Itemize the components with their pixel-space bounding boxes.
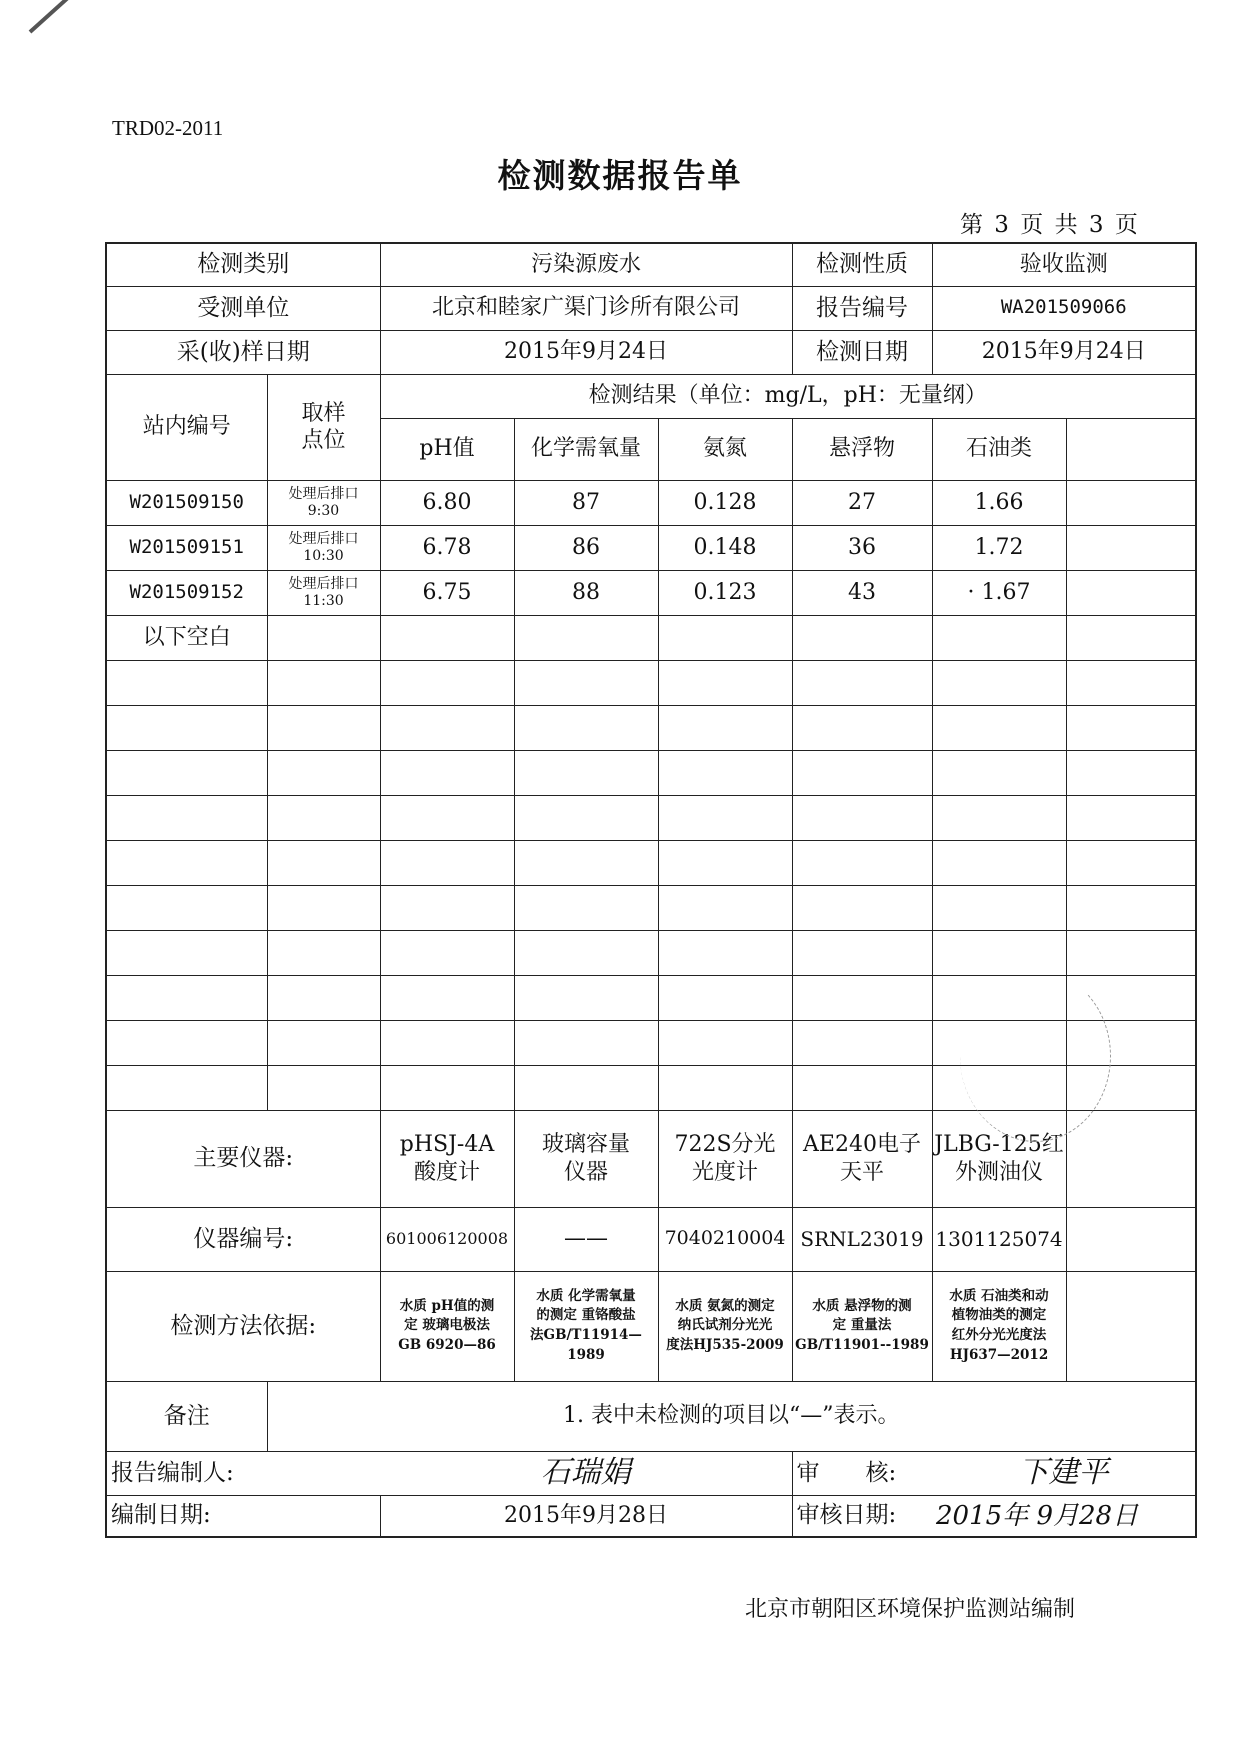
instrument-item: pHSJ-4A 酸度计	[380, 1110, 514, 1207]
reviewer-signature: 下建平	[932, 1451, 1196, 1495]
test-date-value: 2015年9月24日	[932, 330, 1196, 374]
col-empty	[1066, 418, 1196, 480]
empty-cell	[932, 615, 1066, 660]
point-time: 9:30	[307, 502, 340, 519]
review-date-label: 审核日期:	[792, 1495, 932, 1537]
empty-cell	[932, 705, 1066, 750]
nature-value: 验收监测	[932, 243, 1196, 286]
point-header: 取样 点位	[267, 374, 380, 480]
empty-cell	[1066, 750, 1196, 795]
empty-cell	[106, 1065, 267, 1110]
empty-cell	[380, 885, 514, 930]
empty-cell	[792, 885, 932, 930]
report-no-value: WA201509066	[932, 286, 1196, 330]
empty-cell	[267, 1020, 380, 1065]
test-date-label: 检测日期	[792, 330, 932, 374]
empty-cell	[380, 840, 514, 885]
empty-cell	[792, 930, 932, 975]
empty-cell	[267, 660, 380, 705]
empty-cell	[380, 750, 514, 795]
empty-cell	[658, 930, 792, 975]
remarks-label: 备注	[106, 1381, 267, 1451]
empty-cell	[792, 705, 932, 750]
empty-cell	[514, 795, 658, 840]
preparer-signature: 石瑞娟	[380, 1451, 792, 1495]
category-value: 污染源废水	[380, 243, 792, 286]
sample-point	[267, 570, 380, 615]
empty-cell	[514, 930, 658, 975]
empty-cell	[106, 1020, 267, 1065]
method-basis: 水质 石油类和动 植物油类的测定 红外分光光度法 HJ637—2012	[932, 1271, 1066, 1381]
instrument-number: 601006120008	[380, 1207, 514, 1271]
empty-row	[106, 930, 1196, 975]
station-id: W201509152	[106, 570, 267, 615]
empty-cell	[1066, 1110, 1196, 1207]
point-time: 11:30	[303, 592, 344, 609]
empty-cell	[658, 1020, 792, 1065]
instrument-no-label: 仪器编号:	[106, 1207, 380, 1271]
sample-point	[267, 525, 380, 570]
value-cod: 87	[514, 480, 658, 525]
station-id: W201509151	[106, 525, 267, 570]
empty-cell	[792, 615, 932, 660]
value-ss: 27	[792, 480, 932, 525]
report-no-label: 报告编号	[792, 286, 932, 330]
stamp-mark	[960, 970, 1111, 1142]
value-ph: 6.80	[380, 480, 514, 525]
empty-cell	[380, 795, 514, 840]
col-ph: pH值	[380, 418, 514, 480]
value-ss: 36	[792, 525, 932, 570]
empty-cell	[1066, 1271, 1196, 1381]
empty-cell	[514, 705, 658, 750]
empty-cell	[267, 975, 380, 1020]
unit-label: 受测单位	[106, 286, 380, 330]
empty-cell	[658, 975, 792, 1020]
method-basis: 水质 pH值的测 定 玻璃电极法 GB 6920—86	[380, 1271, 514, 1381]
empty-cell	[106, 885, 267, 930]
empty-cell	[658, 615, 792, 660]
page-title: 检测数据报告单	[497, 156, 743, 195]
instrument-number: ——	[514, 1207, 658, 1271]
empty-cell	[792, 1065, 932, 1110]
results-group-header: 检测结果（单位：mg/L，pH：无量纲）	[380, 374, 1196, 418]
empty-cell	[267, 930, 380, 975]
empty-cell	[792, 840, 932, 885]
empty-row	[106, 795, 1196, 840]
empty-cell	[658, 705, 792, 750]
table-row	[106, 615, 1196, 660]
empty-cell	[380, 660, 514, 705]
method-basis: 水质 化学需氧量 的测定 重铬酸盐 法GB/T11914— 1989	[514, 1271, 658, 1381]
empty-cell	[658, 1065, 792, 1110]
empty-cell	[932, 750, 1066, 795]
value-oil: · 1.67	[932, 570, 1066, 615]
instrument-item: JLBG-125红 外测油仪	[932, 1110, 1066, 1207]
empty-cell	[267, 1065, 380, 1110]
value-empty	[1066, 525, 1196, 570]
unit-value: 北京和睦家广渠门诊所有限公司	[380, 286, 792, 330]
value-ammonia: 0.123	[658, 570, 792, 615]
empty-cell	[1066, 660, 1196, 705]
empty-cell	[792, 1020, 932, 1065]
report-table	[105, 242, 1197, 1538]
instrument-item: AE240电子 天平	[792, 1110, 932, 1207]
issuer-footer: 北京市朝阳区环境保护监测站编制	[745, 1597, 1076, 1622]
prep-date-label: 编制日期:	[106, 1495, 380, 1537]
empty-cell	[792, 975, 932, 1020]
empty-cell	[514, 750, 658, 795]
empty-cell	[792, 750, 932, 795]
instruments-label: 主要仪器:	[106, 1110, 380, 1207]
prep-date-value: 2015年9月28日	[380, 1495, 792, 1537]
col-ss: 悬浮物	[792, 418, 932, 480]
instrument-item: 玻璃容量 仪器	[514, 1110, 658, 1207]
empty-row	[106, 885, 1196, 930]
method-basis: 水质 悬浮物的测 定 重量法 GB/T11901--1989	[792, 1271, 932, 1381]
empty-cell	[380, 975, 514, 1020]
point-name: 处理后排口	[288, 575, 359, 592]
station-id: W201509150	[106, 480, 267, 525]
empty-cell	[932, 840, 1066, 885]
empty-cell	[267, 795, 380, 840]
col-cod: 化学需氧量	[514, 418, 658, 480]
empty-cell	[1066, 615, 1196, 660]
instrument-number: SRNL23019	[792, 1207, 932, 1271]
empty-cell	[106, 705, 267, 750]
empty-cell	[514, 1020, 658, 1065]
empty-cell	[1066, 840, 1196, 885]
point-name: 处理后排口	[288, 530, 359, 547]
empty-cell	[932, 885, 1066, 930]
instrument-number: 7040210004	[658, 1207, 792, 1271]
empty-cell	[514, 660, 658, 705]
empty-cell	[380, 1065, 514, 1110]
point-time: 10:30	[303, 547, 344, 564]
value-cod: 88	[514, 570, 658, 615]
empty-cell	[380, 930, 514, 975]
empty-cell	[267, 615, 380, 660]
empty-cell	[106, 750, 267, 795]
empty-cell	[106, 795, 267, 840]
instrument-item: 722S分光 光度计	[658, 1110, 792, 1207]
empty-cell	[514, 975, 658, 1020]
empty-cell	[932, 930, 1066, 975]
empty-cell	[514, 1065, 658, 1110]
remarks-text: 1. 表中未检测的项目以“—”表示。	[267, 1381, 1196, 1451]
point-name: 处理后排口	[288, 485, 359, 502]
empty-cell	[792, 660, 932, 705]
empty-cell	[1066, 1207, 1196, 1271]
page-info: 第 3 页 共 3 页	[960, 212, 1138, 238]
value-cod: 86	[514, 525, 658, 570]
empty-cell	[792, 795, 932, 840]
preparer-label: 报告编制人:	[106, 1451, 380, 1495]
empty-cell	[658, 885, 792, 930]
sample-date-label: 采(收)样日期	[106, 330, 380, 374]
blank-note: 以下空白	[106, 615, 267, 660]
value-ss: 43	[792, 570, 932, 615]
empty-cell	[514, 615, 658, 660]
empty-cell	[267, 750, 380, 795]
empty-cell	[514, 885, 658, 930]
empty-row	[106, 660, 1196, 705]
empty-cell	[1066, 885, 1196, 930]
empty-cell	[658, 795, 792, 840]
empty-cell	[106, 660, 267, 705]
value-ph: 6.75	[380, 570, 514, 615]
value-empty	[1066, 480, 1196, 525]
empty-cell	[267, 840, 380, 885]
pen-mark	[29, 0, 99, 33]
col-oil: 石油类	[932, 418, 1066, 480]
empty-cell	[1066, 930, 1196, 975]
empty-cell	[267, 705, 380, 750]
empty-cell	[514, 840, 658, 885]
empty-row	[106, 705, 1196, 750]
empty-cell	[106, 930, 267, 975]
review-date-value: 2015年 9月28日	[932, 1495, 1196, 1537]
value-ph: 6.78	[380, 525, 514, 570]
value-ammonia: 0.148	[658, 525, 792, 570]
station-header: 站内编号	[106, 374, 267, 480]
sample-date-value: 2015年9月24日	[380, 330, 792, 374]
empty-cell	[106, 840, 267, 885]
table-row	[106, 525, 1196, 570]
empty-row	[106, 840, 1196, 885]
document-code: TRD02-2011	[112, 116, 224, 140]
empty-cell	[932, 795, 1066, 840]
empty-cell	[267, 885, 380, 930]
category-label: 检测类别	[106, 243, 380, 286]
value-oil: 1.66	[932, 480, 1066, 525]
empty-cell	[1066, 795, 1196, 840]
nature-label: 检测性质	[792, 243, 932, 286]
instrument-number: 1301125074	[932, 1207, 1066, 1271]
empty-cell	[658, 750, 792, 795]
value-oil: 1.72	[932, 525, 1066, 570]
empty-cell	[380, 1020, 514, 1065]
empty-cell	[380, 615, 514, 660]
empty-cell	[106, 975, 267, 1020]
empty-row	[106, 750, 1196, 795]
empty-cell	[932, 660, 1066, 705]
value-empty	[1066, 570, 1196, 615]
sample-point	[267, 480, 380, 525]
table-row	[106, 480, 1196, 525]
col-ammonia: 氨氮	[658, 418, 792, 480]
table-row	[106, 570, 1196, 615]
empty-cell	[658, 840, 792, 885]
empty-cell	[658, 660, 792, 705]
empty-cell	[380, 705, 514, 750]
empty-cell	[1066, 705, 1196, 750]
method-label: 检测方法依据:	[106, 1271, 380, 1381]
method-basis: 水质 氨氮的测定 纳氏试剂分光光 度法HJ535-2009	[658, 1271, 792, 1381]
value-ammonia: 0.128	[658, 480, 792, 525]
reviewer-label: 审 核:	[792, 1451, 932, 1495]
